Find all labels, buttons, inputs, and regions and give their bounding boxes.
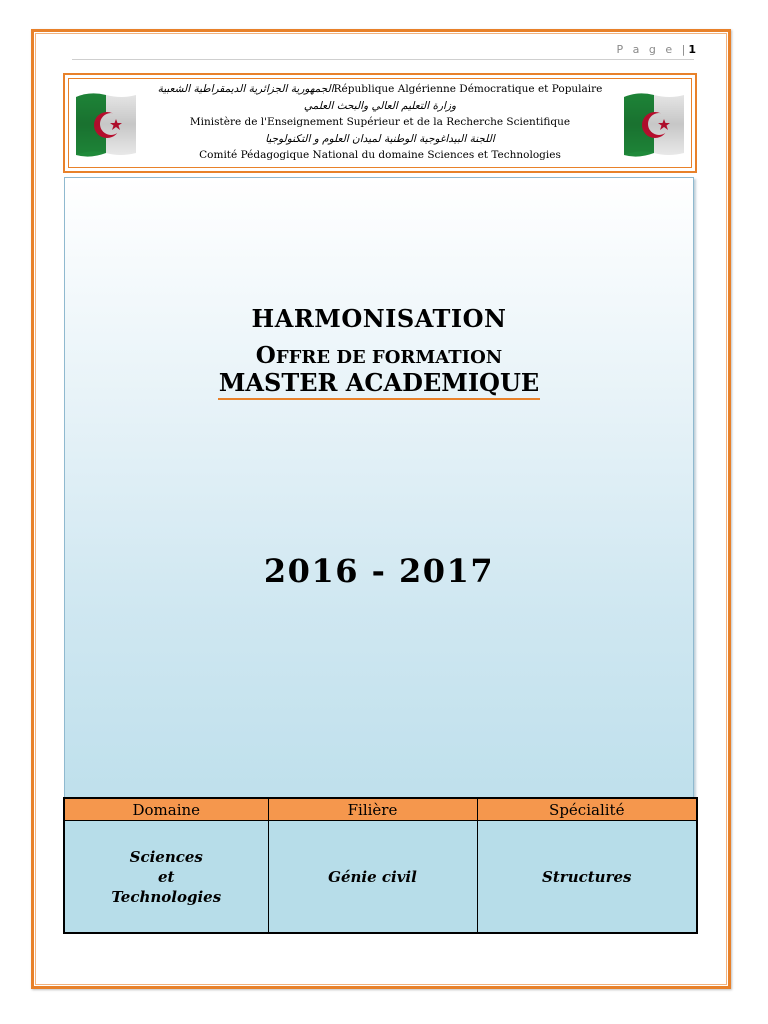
institution-header bbox=[63, 73, 697, 173]
main-title: MASTER ACADEMIQUE bbox=[218, 368, 540, 400]
cell-specialite: Structures bbox=[477, 821, 697, 934]
cell-domaine bbox=[64, 821, 268, 934]
republic-arabic: الجمهورية الجزائرية الديمقراطية الشعبية bbox=[157, 83, 334, 95]
page-number-value: 1 bbox=[688, 43, 696, 56]
header-line-republic bbox=[145, 81, 615, 98]
academic-years: 2016 - 2017 bbox=[263, 552, 495, 590]
committee-french: Comité Pédagogique National du domaine Sciences et Technologies bbox=[199, 149, 561, 161]
main-title-wrap bbox=[65, 368, 693, 400]
table-row bbox=[64, 821, 697, 934]
ministry-french: Ministère de l'Enseignement Supérieur et de la Recherche Scientifique bbox=[189, 116, 571, 128]
header-filiere: Filière bbox=[268, 798, 477, 821]
republic-french: République Algérienne Démocratique et Populaire bbox=[333, 83, 603, 95]
institution-text bbox=[145, 81, 615, 164]
ministry-arabic: وزارة التعليم العالي والبحث العلمي bbox=[303, 99, 457, 112]
header-domaine: Domaine bbox=[64, 798, 268, 821]
algerian-flag-icon bbox=[622, 89, 686, 159]
domaine-line: Sciences bbox=[129, 847, 203, 866]
table-header-row bbox=[64, 798, 697, 821]
document-title: HARMONISATION bbox=[251, 304, 507, 333]
algerian-flag-icon bbox=[74, 89, 138, 159]
committee-arabic: اللجنة البيداغوجية الوطنية لميدان العلوم و التكنولوجيا bbox=[265, 132, 495, 145]
page-number bbox=[617, 43, 696, 56]
domaine-line: et bbox=[158, 867, 175, 886]
subtitle-initial: O bbox=[255, 342, 276, 369]
cover-panel bbox=[64, 177, 694, 798]
domaine-line: Technologies bbox=[111, 887, 222, 906]
header-rule bbox=[72, 59, 694, 60]
subtitle-rest: FFRE DE FORMATION bbox=[275, 347, 503, 368]
cell-filiere: Génie civil bbox=[268, 821, 477, 934]
specialty-table bbox=[63, 797, 698, 934]
page-label: P a g e | bbox=[616, 43, 689, 56]
document-subtitle bbox=[65, 342, 693, 369]
header-specialite: Spécialité bbox=[477, 798, 697, 821]
